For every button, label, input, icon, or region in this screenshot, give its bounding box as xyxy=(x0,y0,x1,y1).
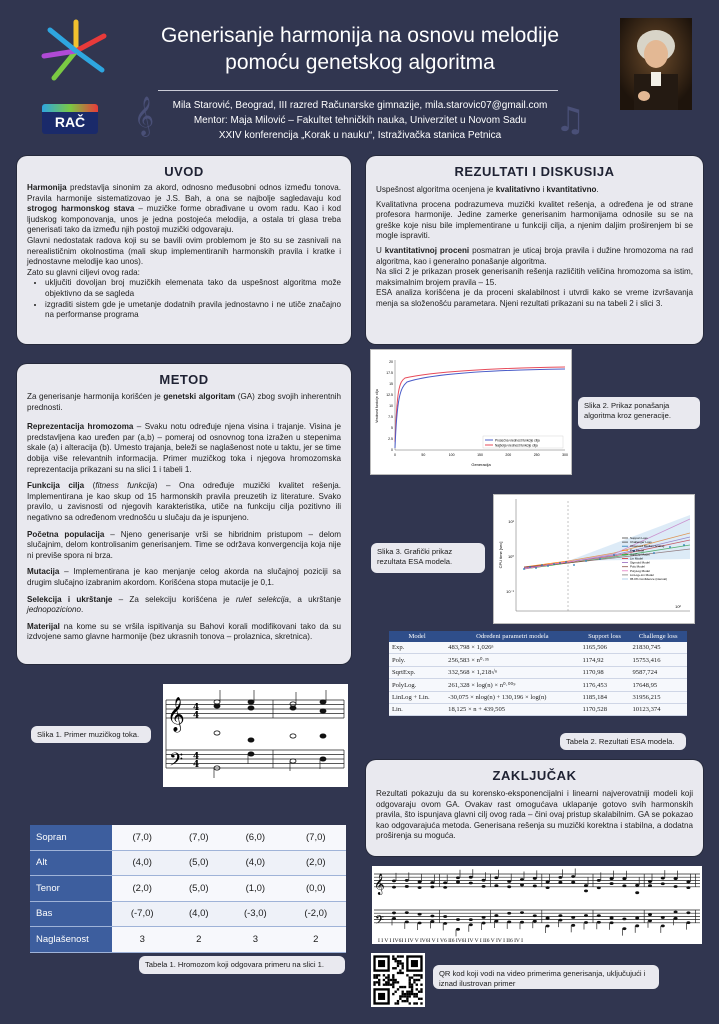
esa-table-cell: LinLog + Lin. xyxy=(389,692,445,704)
fig3-observed-point xyxy=(599,558,601,560)
note-head xyxy=(571,916,575,919)
note-head xyxy=(584,889,588,892)
note-head xyxy=(622,884,626,887)
note-head xyxy=(584,914,588,917)
note-head xyxy=(494,884,498,887)
fig2-legend-best: Najbolja vrednost funkcije cilja xyxy=(495,443,538,448)
esa-table-row xyxy=(389,667,687,679)
esa-table-cell: SqrtExp. xyxy=(389,667,445,679)
note-head xyxy=(290,706,296,710)
uvod-text: Harmonija predstavlja sinonim za akord, odnosno međusobni odnos između tonova. Pravila harmonije sistematizovao je J.S. Bah, a ona se najbolje sagledavaju kod strogog harmonskog stava – muzičke forme obrađivane u ovom radu. Kao i kod ljudskog komponovanja, unos je jedna postojeća melodija, a ostala tri glasa treba generisati tako da između njih postoji muzički odgovaraju. Glavni nedostatak radova koji su se bavili ovim problemom je što su se zasnivali na nerealističnim okolnostima (mali skup implementiranih harmonskih pravila i kratke i jednostavne melodije kao unos). Zato su glavni ciljevi ovog rada: • uključiti dovoljan broj muzičkih elemenata tako da uspešnost algoritma može objektivno da se sagleda • izgraditi sistem gde je umetanje dodatnih pravila jednostavno i ne utiče značajno na performanse programa xyxy=(17,179,351,321)
note-head xyxy=(469,923,473,926)
note-head xyxy=(674,877,678,880)
fig2-ytick: 15 xyxy=(389,382,393,387)
chromosome-cell: (-7,0) xyxy=(112,901,172,927)
fig3-observed-point xyxy=(565,561,567,563)
note-head xyxy=(546,917,550,920)
note-head xyxy=(533,877,537,880)
esa-table-cell: 483,798 × 1,026ⁿ xyxy=(445,642,579,654)
note-head xyxy=(248,706,254,710)
svg-text:4: 4 xyxy=(193,703,200,713)
chromosome-cell: 3 xyxy=(225,927,285,953)
note-head xyxy=(533,914,537,917)
esa-results-table xyxy=(389,631,687,716)
esa-table-cell: 9587,724 xyxy=(629,667,687,679)
roman-numeral-analysis: I I V I IV6I I IV V IV6I V I V6 II6 IV6I IV V I II6 V IV I II6 IV I xyxy=(378,938,523,944)
esa-table-row xyxy=(389,642,687,654)
zakljucak-title: ZAKLJUČAK xyxy=(492,768,577,783)
note-head xyxy=(456,918,460,921)
chromosome-cell: (7,0) xyxy=(112,825,172,850)
voice-label: Bas xyxy=(30,901,112,927)
note-head xyxy=(507,880,511,883)
fig3-ytick: 10⁰ xyxy=(507,554,514,559)
fig2-ytick: 2.5 xyxy=(388,437,393,442)
poster-title: Generisanje harmonija na osnovu melodije pomoću genetskog algoritma xyxy=(160,24,560,74)
note-head xyxy=(418,922,422,925)
note-head xyxy=(622,917,626,920)
note-head xyxy=(214,700,220,704)
figure-1-music-score xyxy=(163,684,348,787)
esa-table-cell: 256,583 × n⁰·³⁵ xyxy=(445,654,579,667)
chromosome-cell: (-2,0) xyxy=(286,901,346,927)
treble-clef-decoration-icon: 𝄞 xyxy=(134,96,155,136)
esa-table-header: Određeni parametri modela xyxy=(445,631,579,642)
fig3-legend-entry: 95.0% Confidence (interval) xyxy=(630,577,668,581)
caption-slika-2: Slika 2. Prikaz ponašanja algoritma kroz generacije. xyxy=(578,397,700,429)
note-head xyxy=(674,917,678,920)
note-head xyxy=(248,738,254,742)
uvod-bullet: • izgraditi sistem gde je umetanje dodatnih pravila jednostavno i ne utiče značajno na performanse programa xyxy=(45,300,341,321)
note-head xyxy=(405,921,409,924)
fig3-observed-point xyxy=(541,564,543,566)
bass-clef-icon: 𝄢 xyxy=(169,750,184,775)
note-head xyxy=(430,881,434,884)
chromosome-table xyxy=(30,825,346,953)
note-head xyxy=(482,916,486,919)
svg-text:4: 4 xyxy=(193,752,200,762)
esa-table-cell: 10123,374 xyxy=(629,704,687,716)
fig2-ytick: 10 xyxy=(389,404,393,409)
note-head xyxy=(635,884,639,887)
esa-table-cell: 21830,745 xyxy=(629,642,687,654)
note-head xyxy=(507,885,511,888)
note-head xyxy=(597,879,601,882)
note-head xyxy=(661,877,665,880)
fig3-observed-point xyxy=(547,565,549,567)
note-head xyxy=(430,915,434,918)
fig3-ylabel: CPU time [sec] xyxy=(498,541,503,569)
note-head xyxy=(290,702,296,706)
chromosome-cell: (-3,0) xyxy=(225,901,285,927)
zakljucak-panel xyxy=(366,760,703,856)
note-head xyxy=(443,915,447,918)
fig3-observed-point xyxy=(613,554,615,556)
chromosome-cell: (7,0) xyxy=(286,825,346,850)
esa-table-cell: 31956,215 xyxy=(629,692,687,704)
chromosome-cell: (5,0) xyxy=(172,876,225,902)
esa-table-row xyxy=(389,654,687,667)
fig2-xtick: 200 xyxy=(505,453,512,457)
note-head xyxy=(520,911,524,914)
esa-table-header: Support loss xyxy=(580,631,630,642)
note-head xyxy=(520,878,524,881)
caption-qr: QR kod koji vodi na video primerima generisanja, uključujući i iznad ilustrovan primer xyxy=(433,965,659,989)
metod-text: Za generisanje harmonija korišćen je genetski algoritam (GA) zbog svojih inherentnih prednosti. Reprezentacija hromozoma – Svaku notu određuje njena visina i trajanje. Visina je predstavljena kao uređen par (a,b) – pomeraj od osnovnog tona izražen u stepenima skale (a) i alteracija (b). Umesto trajanja, beleži se naglašenost note u taktu, jer se time dobija više relevantnih informacija. Primer muzičkog toka i njegova hromozomska reprezentacija prikazani su na slici 1 i tabeli 1. Funkcija cilja (fitness funkcija) – Ona određuje muzički kvalitet rešenja. Implementirana je kao skup od 15 harmonskih pravila preuzetih iz literature. Svako pravilo, u zavisnosti od njegovih karakteristika, utiče na funkciju cilja pozitivno ili negativno sa određenom vrednošću u slučaju da je ispunjeno. Početna populacija – Njeno generisanje vrši se hibridnim pristupom – delom slučajnim, delom kontrolisanim generisanjem. Time se održava konvergencija koja nije ni previše spora ni brza. Mutacija – Implementirana je kao menjanje celog akorda na slučajnoj poziciji sa drugim slučajno izabranim akordom. Korišćena stopa mutacije je 0,1. Selekcija i ukrštanje – Za selekciju korišćena je rulet selekcija, a ukrštanje jednopoziciono. Materijal na kome su se vršila ispitivanja su Bahovi korali modifikovani tako da su izdvojene samo glavne harmonije (bez ukrasnih tonova – prolaznica, skretnica). xyxy=(27,392,342,642)
voice-label: Tenor xyxy=(30,876,112,902)
treble-clef-icon: 𝄞 xyxy=(167,697,185,732)
note-head xyxy=(648,884,652,887)
fig3-legend-entry: Challenger Loss xyxy=(630,540,652,545)
note-head xyxy=(482,922,486,925)
chromosome-row xyxy=(30,876,346,902)
chromosome-cell: (4,0) xyxy=(225,850,285,876)
note-head xyxy=(610,877,614,880)
esa-table-cell: Lin. xyxy=(389,704,445,716)
rezultati-text: Uspešnost algoritma ocenjena je kvalitativno i kvantitativno. Kvalitativna procena podrazumeva muzički kvalitet rešenja, a određena je od strane profesora harmonije. Jedine zamerke generisanim harmonijama odnosile su se na greške koje nisu bile implementirane u funkciji cilja, a njenim daljim proširenjem bi se mogle ispraviti. U kvantitativnoj proceni posmatran je uticaj broja pravila i dužine hromozoma na rad algoritma, kao i generalno ponašanje algoritma. Na slici 2 je prikazan prosek generisanih rešenja različitih veličina hromozoma sa istim, maksimalnim brojem pravila – 15. ESA analiza korišćena je da proceni skalabilnost i utvrdi kako se vreme izvršavanja menja sa složenošću parametara. Njeni rezultati prikazani su na tabeli 2 i slici 3. xyxy=(376,185,694,308)
note-head xyxy=(430,920,434,923)
chromosome-cell: (2,0) xyxy=(286,850,346,876)
note-head xyxy=(597,914,601,917)
chromosome-cell: 2 xyxy=(172,927,225,953)
note-head xyxy=(520,884,524,887)
esa-table-cell: 17648,95 xyxy=(629,679,687,692)
esa-table-cell: 18,125 × n + 439,505 xyxy=(445,704,579,716)
note-head xyxy=(392,917,396,920)
esa-table-cell: 1176,453 xyxy=(580,679,630,692)
fig2-xtick: 50 xyxy=(421,453,426,457)
note-head xyxy=(635,917,639,920)
chromosome-cell: 2 xyxy=(286,927,346,953)
note-head xyxy=(674,885,678,888)
esa-table-header: Challenge loss xyxy=(629,631,687,642)
note-head xyxy=(443,881,447,884)
note-head xyxy=(443,922,447,925)
esa-table-cell: PolyLog. xyxy=(389,679,445,692)
fig3-legend-entry: Support Loss xyxy=(630,536,648,540)
caption-tabela-2: Tabela 2. Rezultati ESA modela. xyxy=(560,733,686,750)
fig2-xtick: 100 xyxy=(448,453,455,457)
fig2-xtick: 0 xyxy=(394,453,396,457)
note-head xyxy=(320,757,326,761)
note-head xyxy=(558,881,562,884)
note-head xyxy=(469,876,473,879)
fig3-confidence-band xyxy=(568,515,690,561)
fig3-observed-point xyxy=(585,560,587,562)
note-head xyxy=(558,919,562,922)
note-head xyxy=(635,924,639,927)
fig3-legend-entry: Poly Model xyxy=(630,564,645,569)
note-head xyxy=(610,917,614,920)
fig3-observed-point xyxy=(523,568,525,570)
chromosome-cell: (4,0) xyxy=(112,850,172,876)
note-head xyxy=(571,924,575,927)
note-head xyxy=(494,876,498,879)
author-block: Mila Starović, Beograd, III razred Računarske gimnazije, mila.starovic07@gmail.com Mentor: Maja Milović – Fakultet tehničkih nauka, Univerzitet u Novom Sadu XXIV konferencija „Korak u nauku“, Istraživačka stanica Petnica xyxy=(172,100,548,141)
fig2-ytick: 17.5 xyxy=(386,371,393,376)
esa-table-cell: 1185,184 xyxy=(580,692,630,704)
note-head xyxy=(648,919,652,922)
esa-table-row xyxy=(389,704,687,716)
fig2-xlabel: Generacija xyxy=(471,462,491,467)
note-head xyxy=(533,920,537,923)
qr-code[interactable] xyxy=(371,953,425,1007)
note-head xyxy=(674,911,678,914)
fig3-xtick: 10² xyxy=(675,604,681,609)
note-head xyxy=(405,879,409,882)
rezultati-title: REZULTATI I DISKUSIJA xyxy=(454,164,615,179)
rezultati-panel xyxy=(366,156,703,344)
fig3-observed-point xyxy=(669,546,671,548)
esa-table-cell: 1170,528 xyxy=(580,704,630,716)
note-head xyxy=(546,886,550,889)
esa-table-cell: 332,568 × 1,218√ⁿ xyxy=(445,667,579,679)
fig2-ytick: 0 xyxy=(391,448,393,453)
note-head xyxy=(320,700,326,704)
fig3-ytick: 10⁻¹ xyxy=(506,589,514,594)
chromosome-row xyxy=(30,850,346,876)
note-head xyxy=(320,734,326,738)
note-head xyxy=(533,885,537,888)
fig3-legend-entry: Exp Model xyxy=(630,548,645,553)
note-head xyxy=(214,731,220,735)
note-head xyxy=(418,880,422,883)
note-head xyxy=(248,700,254,704)
uvod-title: UVOD xyxy=(164,164,204,179)
rac-star-logo xyxy=(36,16,116,86)
esa-table-cell: 1174,92 xyxy=(580,654,630,667)
note-head xyxy=(622,877,626,880)
chromosome-row xyxy=(30,901,346,927)
figure-3-esa-chart xyxy=(493,494,695,624)
fig3-legend-entry: LinLog+Lin Model xyxy=(630,572,654,577)
note-head xyxy=(392,880,396,883)
note-head xyxy=(430,885,434,888)
voice-label: Sopran xyxy=(30,825,112,850)
fig3-observed-point xyxy=(529,566,531,568)
voice-label: Naglašenost xyxy=(30,927,112,953)
fig3-observed-point xyxy=(653,552,655,554)
voice-label: Alt xyxy=(30,850,112,876)
chromosome-cell: (7,0) xyxy=(172,825,225,850)
zakljucak-text: Rezultati pokazuju da su korensko-eksponencijalni i linearni najverovatniji modeli koji odgovaraju ovom GA. Ovakav rast omogućava uklapanje gotovo svih harmonskih pravila, što ispunjava glavni cilj ovog rada – čini ovaj pristup skalabilnim. GA se pokazao kao odgovarajuća metoda. Generisana rešenja su muzički korektna i stabilna, a dodatna proširenja su moguća. xyxy=(376,789,693,841)
esa-table-cell: Exp. xyxy=(389,642,445,654)
note-head xyxy=(584,921,588,924)
note-head xyxy=(405,911,409,914)
note-head xyxy=(482,885,486,888)
note-head xyxy=(610,882,614,885)
note-head xyxy=(392,886,396,889)
metod-panel xyxy=(17,364,351,664)
note-head xyxy=(610,921,614,924)
note-head xyxy=(558,876,562,879)
svg-text:𝄞: 𝄞 xyxy=(374,874,385,895)
esa-table-cell: 15753,416 xyxy=(629,654,687,667)
fig3-observed-point xyxy=(535,567,537,569)
fig3-observed-point xyxy=(683,544,685,546)
fig2-xtick: 300 xyxy=(562,453,568,457)
esa-table-cell: 261,328 × log(n) × n⁰·⁰⁰⁹ xyxy=(445,679,579,692)
note-head xyxy=(290,759,296,763)
note-head xyxy=(546,881,550,884)
esa-table-cell: -30,075 × nlog(n) + 130,196 × log(n) xyxy=(445,692,579,704)
note-head xyxy=(418,913,422,916)
chromosome-cell: (4,0) xyxy=(172,901,225,927)
uvod-bullet: • uključiti dovoljan broj muzičkih elemenata tako da uspešnost algoritma može objektivno da se sagleda xyxy=(45,278,341,299)
note-head xyxy=(494,914,498,917)
fig2-ytick: 12.5 xyxy=(386,393,393,398)
note-head xyxy=(571,875,575,878)
note-head xyxy=(648,880,652,883)
fig3-observed-point xyxy=(559,562,561,564)
fig3-legend-entry: Observed Median Scaling xyxy=(630,544,665,549)
uvod-panel xyxy=(17,156,351,344)
note-head xyxy=(597,921,601,924)
esa-table-cell: 1170,98 xyxy=(580,667,630,679)
note-head xyxy=(214,704,220,708)
chromosome-cell: (0,0) xyxy=(286,876,346,902)
fig3-ytick: 10¹ xyxy=(508,519,514,524)
note-head xyxy=(320,709,326,713)
chromosome-cell: (2,0) xyxy=(112,876,172,902)
note-head xyxy=(686,880,690,883)
fig3-legend-entry: Sigmoid Model xyxy=(630,560,650,565)
esa-table-cell: Poly. xyxy=(389,654,445,667)
fig2-legend-avg: Prosečna vrednost funkcije cilja xyxy=(495,438,540,443)
note-head xyxy=(584,884,588,887)
note-head xyxy=(469,918,473,921)
note-head xyxy=(469,882,473,885)
svg-text:𝄢: 𝄢 xyxy=(375,914,385,930)
chromosome-cell: (1,0) xyxy=(225,876,285,902)
caption-slika-1: Slika 1. Primer muzičkog toka. xyxy=(31,726,151,743)
chromosome-cell: (5,0) xyxy=(172,850,225,876)
title-divider xyxy=(158,90,558,91)
note-head xyxy=(443,886,447,889)
note-head xyxy=(571,881,575,884)
esa-table-cell: 1165,506 xyxy=(580,642,630,654)
note-head xyxy=(686,921,690,924)
fig3-observed-point xyxy=(573,564,575,566)
svg-text:4: 4 xyxy=(193,760,200,770)
fig3-legend-entry: SqrtExp Model xyxy=(630,552,650,557)
note-head xyxy=(456,876,460,879)
rac-logo: RAČ xyxy=(42,104,98,134)
esa-table-row xyxy=(389,692,687,704)
note-head xyxy=(661,916,665,919)
caption-slika-3: Slika 3. Grafički prikaz rezultata ESA modela. xyxy=(371,543,485,573)
music-note-decoration-icon: ♫ xyxy=(555,100,586,140)
note-head xyxy=(482,879,486,882)
svg-text:4: 4 xyxy=(193,711,200,721)
chromosome-cell: 3 xyxy=(112,927,172,953)
note-head xyxy=(248,752,254,756)
note-head xyxy=(546,925,550,928)
fig3-observed-point xyxy=(553,563,555,565)
note-head xyxy=(456,881,460,884)
fig2-ytick: 7.5 xyxy=(388,415,393,420)
note-head xyxy=(558,914,562,917)
esa-table-row xyxy=(389,679,687,692)
fig2-ytick: 20 xyxy=(389,360,393,365)
esa-table-header: Model xyxy=(389,631,445,642)
chromosome-cell: (6,0) xyxy=(225,825,285,850)
metod-title: METOD xyxy=(159,372,209,387)
note-head xyxy=(635,891,639,894)
fig3-legend-entry: Lin Model xyxy=(630,556,644,561)
note-head xyxy=(686,911,690,914)
chromosome-row xyxy=(30,927,346,953)
note-head xyxy=(597,886,601,889)
note-head xyxy=(290,734,296,738)
note-head xyxy=(661,925,665,928)
note-head xyxy=(418,886,422,889)
note-head xyxy=(686,886,690,889)
generated-harmony-score xyxy=(372,866,702,944)
chromosome-row xyxy=(30,825,346,850)
fig3-legend-entry: PolyLog Model xyxy=(630,568,650,573)
fig2-xtick: 150 xyxy=(477,453,483,457)
note-head xyxy=(507,920,511,923)
bach-portrait xyxy=(620,18,692,110)
note-head xyxy=(456,928,460,931)
fig2-ylabel: Vrednost funkcije cilja xyxy=(375,389,379,423)
note-head xyxy=(507,912,511,915)
note-head xyxy=(622,927,626,930)
note-head xyxy=(520,921,524,924)
caption-tabela-1: Tabela 1. Hromozom koji odgovara primeru na slici 1. xyxy=(139,956,345,974)
note-head xyxy=(648,913,652,916)
note-head xyxy=(392,912,396,915)
note-head xyxy=(405,885,409,888)
fig2-ytick: 5 xyxy=(391,426,393,431)
note-head xyxy=(494,920,498,923)
fig2-xtick: 250 xyxy=(533,453,540,457)
figure-2-chart xyxy=(370,349,572,475)
note-head xyxy=(661,882,665,885)
